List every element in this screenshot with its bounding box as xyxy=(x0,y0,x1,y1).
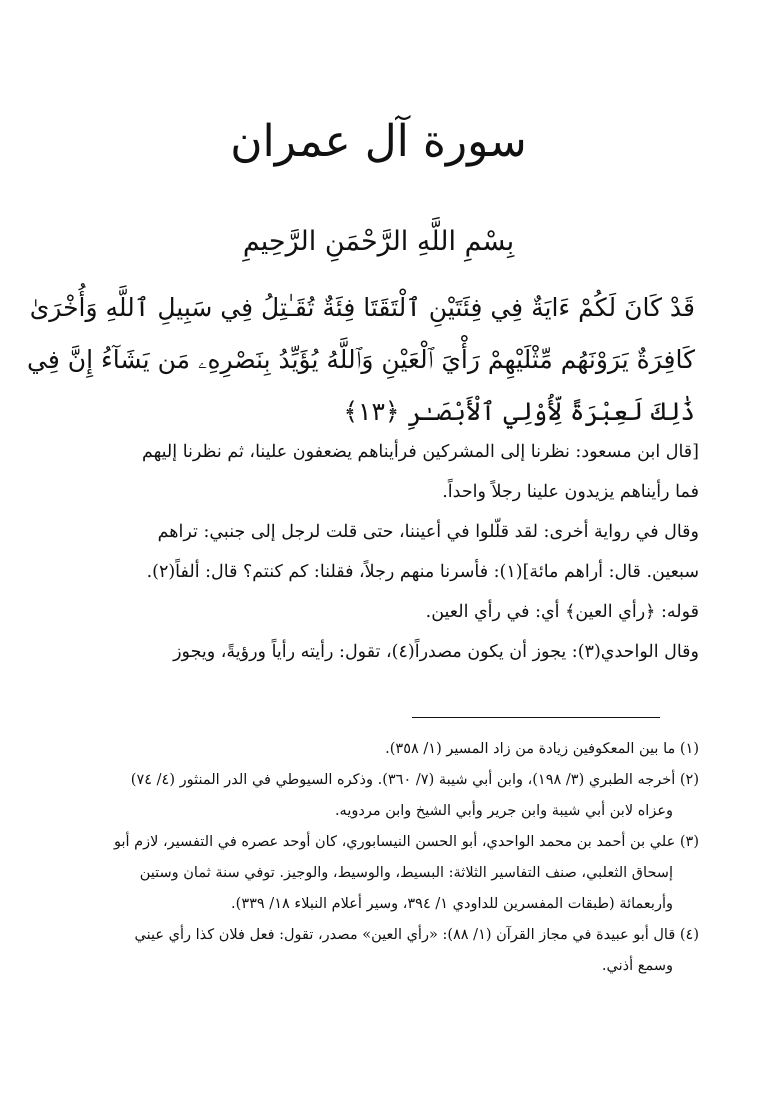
footnote-line: (١) ما بين المعكوفين زيادة من زاد المسير (١/ ٣٥٨). xyxy=(385,741,699,757)
footnote-line: إسحاق الثعلبي، صنف التفاسير الثلاثة: البسيط، والوسيط، والوجيز. توفي سنة ثمان وستين xyxy=(139,865,673,881)
footnote-line: (٢) أخرجه الطبري (٣/ ١٩٨)، وابن أبي شيبة (٧/ ٣٦٠). وذكره السيوطي في الدر المنثور (٤/ ٧٤) xyxy=(130,772,699,788)
surah-title: سورة آل عمران xyxy=(230,116,527,167)
commentary-line: فما رأيناهم يزيدون علينا رجلاً واحداً. xyxy=(442,482,699,502)
commentary-text xyxy=(92,432,699,672)
quran-verse xyxy=(27,282,695,438)
commentary-line: وقال الواحدي(٣): يجوز أن يكون مصدراً(٤)، تقول: رأيته رأياً ورؤيةً، ويجوز xyxy=(173,642,699,662)
footnote-line: وعزاه لابن أبي شيبة وابن جرير وأبي الشيخ وابن مردويه. xyxy=(334,803,673,819)
footnote-separator xyxy=(412,717,660,718)
commentary-line: قوله: ﴿رأي العين﴾ أي: في رأي العين. xyxy=(425,602,699,622)
footnotes xyxy=(92,734,699,982)
footnote-line: (٣) علي بن أحمد بن محمد الواحدي، أبو الحسن النيسابوري، كان أوحد عصره في التفسير، لازم أبو xyxy=(113,834,699,850)
footnote-line: وأربعمائة (طبقات المفسرين للداودي ١/ ٣٩٤، وسير أعلام النبلاء ١٨/ ٣٣٩). xyxy=(231,896,673,912)
basmala: بِسْمِ اللَّهِ الرَّحْمَنِ الرَّحِيمِ xyxy=(242,226,515,257)
commentary-line: سبعين. قال: أراهم مائة](١): فأسرنا منهم رجلاً، فقلنا: كم كنتم؟ قال: ألفاً(٢). xyxy=(146,562,699,582)
verse-line: قَدْ كَانَ لَكُمْ ءَايَةٌ فِي فِئَتَيْنِ ٱلْتَقَتَا فِئَةٌ تُقَـٰتِلُ فِي سَبِيلِ ٱللَّهِ وَأُخْرَىٰ xyxy=(29,293,695,322)
footnote-line: وسمع أذني. xyxy=(601,958,673,974)
commentary-line: وقال في رواية أخرى: لقد قلّلوا في أعيننا، حتى قلت لرجل إلى جنبي: تراهم xyxy=(157,522,699,542)
commentary-line: [قال ابن مسعود: نظرنا إلى المشركين فرأيناهم يضعفون علينا، ثم نظرنا إليهم xyxy=(141,442,699,462)
verse-line: ذَٰلِكَ لَعِبْرَةً لِّأُوْلِي ٱلْأَبْصَـٰرِ ﴿١٣﴾ xyxy=(343,397,695,426)
footnote-line: (٤) قال أبو عبيدة في مجاز القرآن (١/ ٨٨): «رأي العين» مصدر، تقول: فعل فلان كذا رأي عيني xyxy=(134,927,699,943)
verse-line: كَافِرَةٌ يَرَوْنَهُم مِّثْلَيْهِمْ رَأْيَ ٱلْعَيْنِ وَٱللَّهُ يُؤَيِّدُ بِنَصْرِهِۦ مَن يَشَآءُ إِنَّ فِي xyxy=(27,345,695,374)
